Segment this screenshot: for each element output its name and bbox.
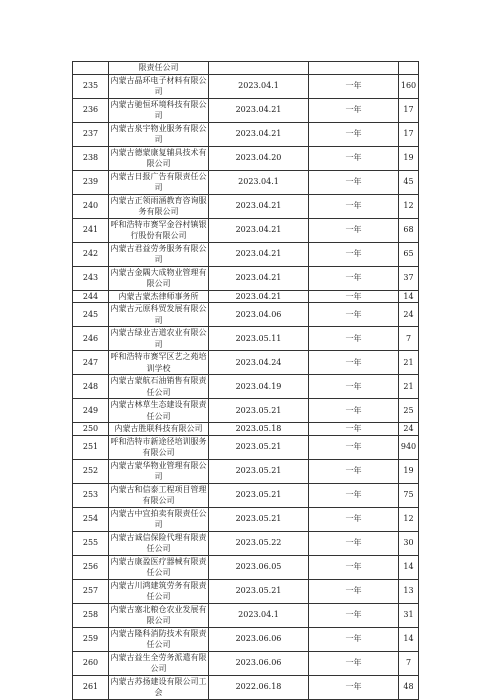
table-row [73, 194, 419, 218]
company-name-cell: 内蒙古日报广告有限责任公司 [110, 171, 207, 192]
company-name-cell: 内蒙古金隅大成物业管理有限公司 [110, 267, 207, 288]
company-name-cell: 内蒙古和信泰工程项目管理有限公司 [110, 484, 207, 505]
company-name-cell: 呼和浩特市新途径培训服务有限公司 [110, 436, 207, 457]
company-name-cell: 内蒙古林草生态建设有限责任公司 [110, 400, 207, 421]
company-name-cell: 内蒙古正领雨涵教育咨询服务有限公司 [110, 195, 207, 216]
table-row [73, 483, 419, 507]
row-number-cell: 259 [73, 627, 109, 651]
count-cell: 37 [399, 266, 419, 290]
date-cell: 2023.05.21 [209, 399, 309, 423]
row-number-cell: 257 [73, 579, 109, 603]
company-name-cell: 内蒙古元原科贸发展有限公司 [110, 304, 207, 325]
date-cell [209, 62, 309, 75]
table-row [73, 375, 419, 399]
date-cell: 2023.05.21 [209, 435, 309, 459]
company-name-cell: 限责任公司 [109, 62, 209, 75]
count-cell: 31 [399, 603, 419, 627]
term-cell: 一年 [309, 170, 399, 194]
table-row [73, 290, 419, 303]
date-cell: 2023.05.21 [209, 459, 309, 483]
count-cell: 25 [399, 399, 419, 423]
row-number-cell: 236 [73, 98, 109, 122]
table-row [73, 603, 419, 627]
date-cell: 2023.05.21 [209, 483, 309, 507]
term-cell: 一年 [309, 327, 399, 351]
date-cell: 2023.04.21 [209, 290, 309, 303]
count-cell: 7 [399, 327, 419, 351]
date-cell: 2023.04.24 [209, 351, 309, 375]
row-number-cell: 258 [73, 603, 109, 627]
blank-cell [73, 62, 109, 75]
date-cell: 2023.05.11 [209, 327, 309, 351]
date-cell: 2023.04.1 [209, 74, 309, 98]
company-name-cell: 呼和浩特市赛罕区艺之苑培训学校 [110, 352, 207, 373]
registration-table [72, 61, 419, 700]
table-row [73, 146, 419, 170]
count-cell: 19 [399, 459, 419, 483]
table-row [73, 351, 419, 375]
table-row [73, 579, 419, 603]
company-name-cell: 内蒙古益生全劳务派遣有限公司 [110, 652, 207, 673]
row-number-cell: 244 [73, 290, 109, 303]
row-number-cell: 246 [73, 327, 109, 351]
term-cell: 一年 [309, 290, 399, 303]
date-cell: 2023.05.18 [209, 423, 309, 436]
table-row [73, 327, 419, 351]
count-cell: 17 [399, 98, 419, 122]
row-number-cell: 245 [73, 303, 109, 327]
term-cell: 一年 [309, 266, 399, 290]
row-number-cell: 238 [73, 146, 109, 170]
count-cell [399, 62, 419, 75]
count-cell: 13 [399, 579, 419, 603]
company-name-cell: 内蒙古隆科消防技术有限责任公司 [110, 628, 207, 649]
date-cell: 2023.04.20 [209, 146, 309, 170]
table-row [73, 675, 419, 699]
date-cell: 2023.05.21 [209, 507, 309, 531]
count-cell: 45 [399, 170, 419, 194]
date-cell: 2023.04.21 [209, 122, 309, 146]
table-row [73, 555, 419, 579]
term-cell: 一年 [309, 435, 399, 459]
table-row [73, 218, 419, 242]
row-number-cell: 256 [73, 555, 109, 579]
table-row [73, 531, 419, 555]
term-cell: 一年 [309, 459, 399, 483]
term-cell: 一年 [309, 423, 399, 436]
row-number-cell: 261 [73, 675, 109, 699]
row-number-cell: 260 [73, 651, 109, 675]
count-cell: 160 [399, 74, 419, 98]
term-cell [309, 62, 399, 75]
term-cell: 一年 [309, 74, 399, 98]
table-row [73, 423, 419, 436]
table-row [73, 242, 419, 266]
row-number-cell: 250 [73, 423, 109, 436]
row-number-cell: 243 [73, 266, 109, 290]
count-cell: 12 [399, 194, 419, 218]
count-cell: 7 [399, 651, 419, 675]
term-cell: 一年 [309, 579, 399, 603]
term-cell: 一年 [309, 98, 399, 122]
date-cell: 2023.04.06 [209, 303, 309, 327]
company-name-cell: 内蒙古晶环电子材料有限公司 [110, 75, 207, 96]
count-cell: 940 [399, 435, 419, 459]
date-cell: 2023.05.22 [209, 531, 309, 555]
row-number-cell: 240 [73, 194, 109, 218]
company-name-cell: 内蒙古胜联科技有限公司 [109, 423, 209, 436]
table-body [73, 62, 419, 700]
table-row [73, 122, 419, 146]
count-cell: 24 [399, 303, 419, 327]
table-row [73, 507, 419, 531]
row-number-cell: 241 [73, 218, 109, 242]
company-name-cell: 内蒙古中宜拍卖有限责任公司 [110, 508, 207, 529]
count-cell: 14 [399, 555, 419, 579]
date-cell: 2022.06.18 [209, 675, 309, 699]
table-row [73, 459, 419, 483]
count-cell: 48 [399, 675, 419, 699]
count-cell: 24 [399, 423, 419, 436]
company-name-cell: 内蒙古德蒙康复辅具技术有限公司 [110, 147, 207, 168]
date-cell: 2023.04.21 [209, 242, 309, 266]
date-cell: 2023.06.06 [209, 651, 309, 675]
table-row [73, 627, 419, 651]
table-row [73, 98, 419, 122]
table-row-continuation [73, 62, 419, 75]
company-name-cell: 内蒙古泉宇物业服务有限公司 [110, 123, 207, 144]
count-cell: 14 [399, 290, 419, 303]
term-cell: 一年 [309, 399, 399, 423]
row-number-cell: 255 [73, 531, 109, 555]
company-name-cell: 内蒙古蒙航石油销售有限责任公司 [110, 376, 207, 397]
count-cell: 21 [399, 375, 419, 399]
company-name-cell: 呼和浩特市赛罕金谷村镇银行股份有限公司 [110, 219, 207, 240]
count-cell: 14 [399, 627, 419, 651]
term-cell: 一年 [309, 507, 399, 531]
row-number-cell: 249 [73, 399, 109, 423]
row-number-cell: 253 [73, 483, 109, 507]
table-row [73, 74, 419, 98]
date-cell: 2023.04.21 [209, 218, 309, 242]
term-cell: 一年 [309, 351, 399, 375]
count-cell: 19 [399, 146, 419, 170]
company-name-cell: 内蒙古诚信保险代理有限责任公司 [110, 532, 207, 553]
date-cell: 2023.06.06 [209, 627, 309, 651]
term-cell: 一年 [309, 531, 399, 555]
table-row [73, 303, 419, 327]
term-cell: 一年 [309, 651, 399, 675]
term-cell: 一年 [309, 218, 399, 242]
date-cell: 2023.04.21 [209, 98, 309, 122]
count-cell: 17 [399, 122, 419, 146]
row-number-cell: 239 [73, 170, 109, 194]
count-cell: 65 [399, 242, 419, 266]
row-number-cell: 251 [73, 435, 109, 459]
date-cell: 2023.04.1 [209, 170, 309, 194]
company-name-cell: 内蒙古塞北粮仓农业发展有限公司 [110, 604, 207, 625]
table-row [73, 651, 419, 675]
row-number-cell: 247 [73, 351, 109, 375]
row-number-cell: 254 [73, 507, 109, 531]
term-cell: 一年 [309, 483, 399, 507]
count-cell: 30 [399, 531, 419, 555]
row-number-cell: 248 [73, 375, 109, 399]
count-cell: 12 [399, 507, 419, 531]
term-cell: 一年 [309, 303, 399, 327]
date-cell: 2023.05.21 [209, 579, 309, 603]
table-row [73, 170, 419, 194]
count-cell: 75 [399, 483, 419, 507]
term-cell: 一年 [309, 122, 399, 146]
term-cell: 一年 [309, 375, 399, 399]
company-name-cell: 内蒙古驰恒环境科技有限公司 [110, 99, 207, 120]
date-cell: 2023.06.05 [209, 555, 309, 579]
company-name-cell: 内蒙古康盈医疗器械有限责任公司 [110, 556, 207, 577]
date-cell: 2023.04.1 [209, 603, 309, 627]
row-number-cell: 237 [73, 122, 109, 146]
company-name-cell: 内蒙古苏扬建设有限公司工会 [110, 676, 207, 697]
count-cell: 68 [399, 218, 419, 242]
count-cell: 21 [399, 351, 419, 375]
company-name-cell: 内蒙古绿业吉道农业有限公司 [110, 328, 207, 349]
company-name-cell: 内蒙古蒙华物业管理有限公司 [110, 460, 207, 481]
row-number-cell: 242 [73, 242, 109, 266]
row-number-cell: 252 [73, 459, 109, 483]
term-cell: 一年 [309, 242, 399, 266]
table-row [73, 435, 419, 459]
term-cell: 一年 [309, 675, 399, 699]
company-name-cell: 内蒙古川鸿建筑劳务有限责任公司 [110, 580, 207, 601]
row-number-cell: 235 [73, 74, 109, 98]
term-cell: 一年 [309, 194, 399, 218]
company-name-cell: 内蒙古蒙杰律师事务所 [109, 290, 209, 303]
term-cell: 一年 [309, 603, 399, 627]
date-cell: 2023.04.21 [209, 194, 309, 218]
term-cell: 一年 [309, 627, 399, 651]
term-cell: 一年 [309, 146, 399, 170]
date-cell: 2023.04.19 [209, 375, 309, 399]
term-cell: 一年 [309, 555, 399, 579]
table-row [73, 399, 419, 423]
company-name-cell: 内蒙古君益劳务服务有限公司 [110, 243, 207, 264]
table-row [73, 266, 419, 290]
date-cell: 2023.04.21 [209, 266, 309, 290]
